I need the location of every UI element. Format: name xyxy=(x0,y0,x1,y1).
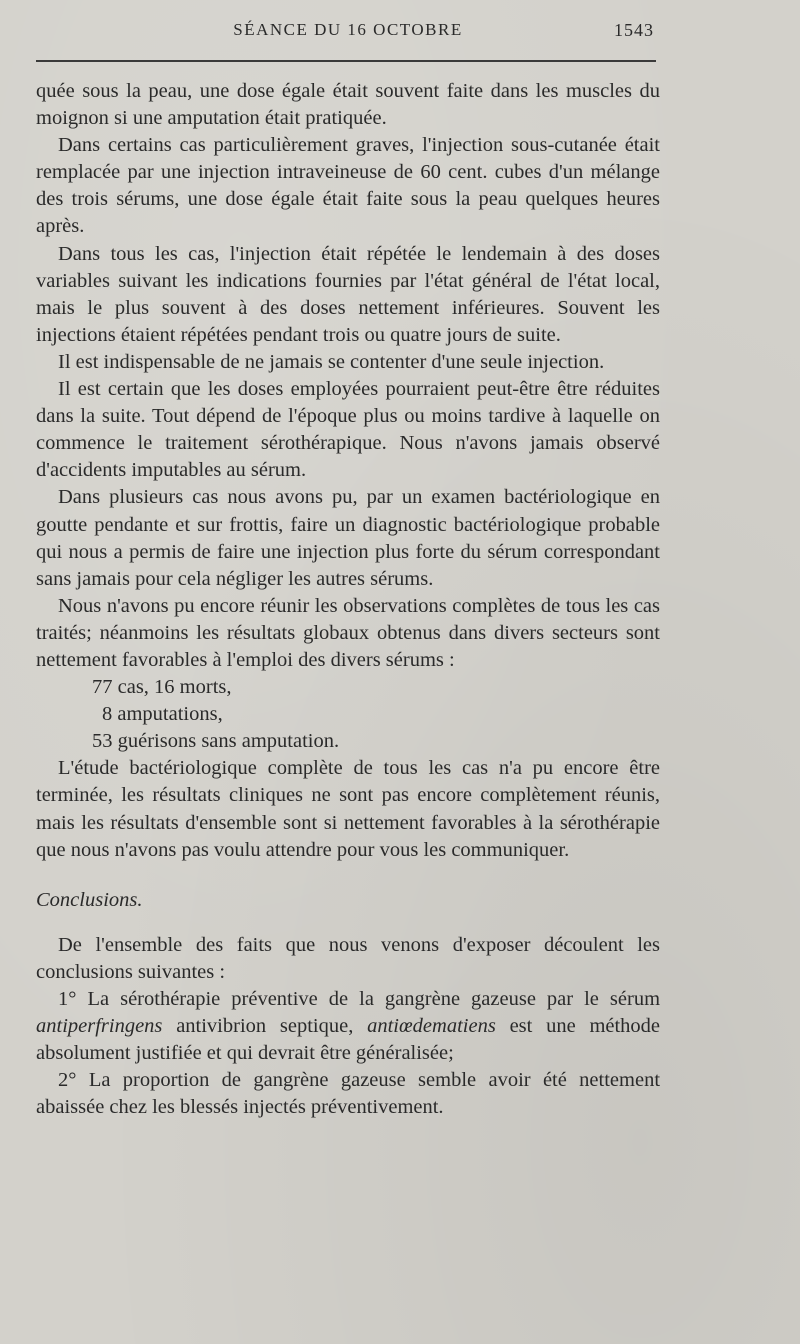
paragraph: Il est indispensable de ne jamais se contenter d'une seule injection. xyxy=(58,350,605,373)
header-rule xyxy=(36,60,656,62)
conclusion-text: La sérothérapie préventive de la gangrène gazeuse par le sérum xyxy=(87,988,661,1010)
conclusion-text: antivibrion septique, xyxy=(176,1015,354,1038)
paragraph: Il est certain que les doses employées pourraient peut-être être réduites dans la suite. Tout dépend de l'époque plus ou moins tardive à laquelle on commence le traitement sérothérapique. Nous n'avons jamais observé d'accidents imputables au sérum. xyxy=(36,378,660,482)
paragraph: Dans certains cas particulièrement graves, l'injection sous-cutanée était remplacée par une injection intraveineuse de 60 cent. cubes d'un mélange des trois sérums, une dose égale était faite sous la peau quelques heures après. xyxy=(36,134,660,238)
section-heading-conclusions: Conclusions. xyxy=(36,888,143,911)
conclusion-text: est une méthode absolument justifiée et qui devrait être généralisée; xyxy=(36,1015,661,1065)
conclusion-number: 1° xyxy=(58,988,77,1010)
conclusion-italic-term: antiœdematiens xyxy=(367,1015,496,1038)
paragraph: De l'ensemble des faits que nous venons d'exposer découlent les conclusions suivantes : xyxy=(36,933,660,983)
results-item: 8 amputations, xyxy=(102,703,223,726)
paragraph: Dans tous les cas, l'injection était répétée le lendemain à des doses variables suivant les indications fournies par l'état général de l'état local, mais le plus souvent à des doses nettement inférieures. Souvent les injections étaient répétées pendant trois ou quatre jours de suite. xyxy=(36,242,660,346)
conclusion-text: La proportion de gangrène gazeuse semble avoir été nettement abaissée chez les blessés injectés préventivement. xyxy=(36,1069,661,1119)
results-item: 53 guérisons sans amputation. xyxy=(92,730,340,753)
conclusion-number: 2° xyxy=(58,1069,77,1092)
paragraph: Dans plusieurs cas nous avons pu, par un examen bactériologique en goutte pendante et sur frottis, faire un diagnostic bactériologique probable qui nous a permis de faire une injection plus forte du sérum correspondant sans jamais pour cela négliger les autres sérums. xyxy=(36,486,660,590)
conclusion-2 xyxy=(36,1067,660,1121)
conclusion-italic-term: antiperfringens xyxy=(36,1015,163,1038)
running-title: SÉANCE DU 16 OCTOBRE xyxy=(233,20,463,39)
results-item: 77 cas, 16 morts, xyxy=(92,676,232,699)
conclusion-1 xyxy=(36,986,660,1067)
paragraph-continuation: quée sous la peau, une dose égale était souvent faite dans les muscles du moignon si une amputation était pratiquée. xyxy=(36,80,660,130)
body-text xyxy=(36,78,660,1121)
paragraph: Nous n'avons pu encore réunir les observations complètes de tous les cas traités; néanmoins les résultats globaux obtenus dans divers secteurs sont nettement favorables à l'emploi des divers sérums : xyxy=(36,594,660,671)
results-list xyxy=(36,674,660,755)
page-header xyxy=(36,20,660,46)
page-number: 1543 xyxy=(614,20,654,40)
paragraph: L'étude bactériologique complète de tous les cas n'a pu encore être terminée, les résultats cliniques ne sont pas encore complètement réunis, mais les résultats d'ensemble sont si nettement favorables à la sérothérapie que nous n'avons pas voulu attendre pour vous les communiquer. xyxy=(36,757,660,861)
